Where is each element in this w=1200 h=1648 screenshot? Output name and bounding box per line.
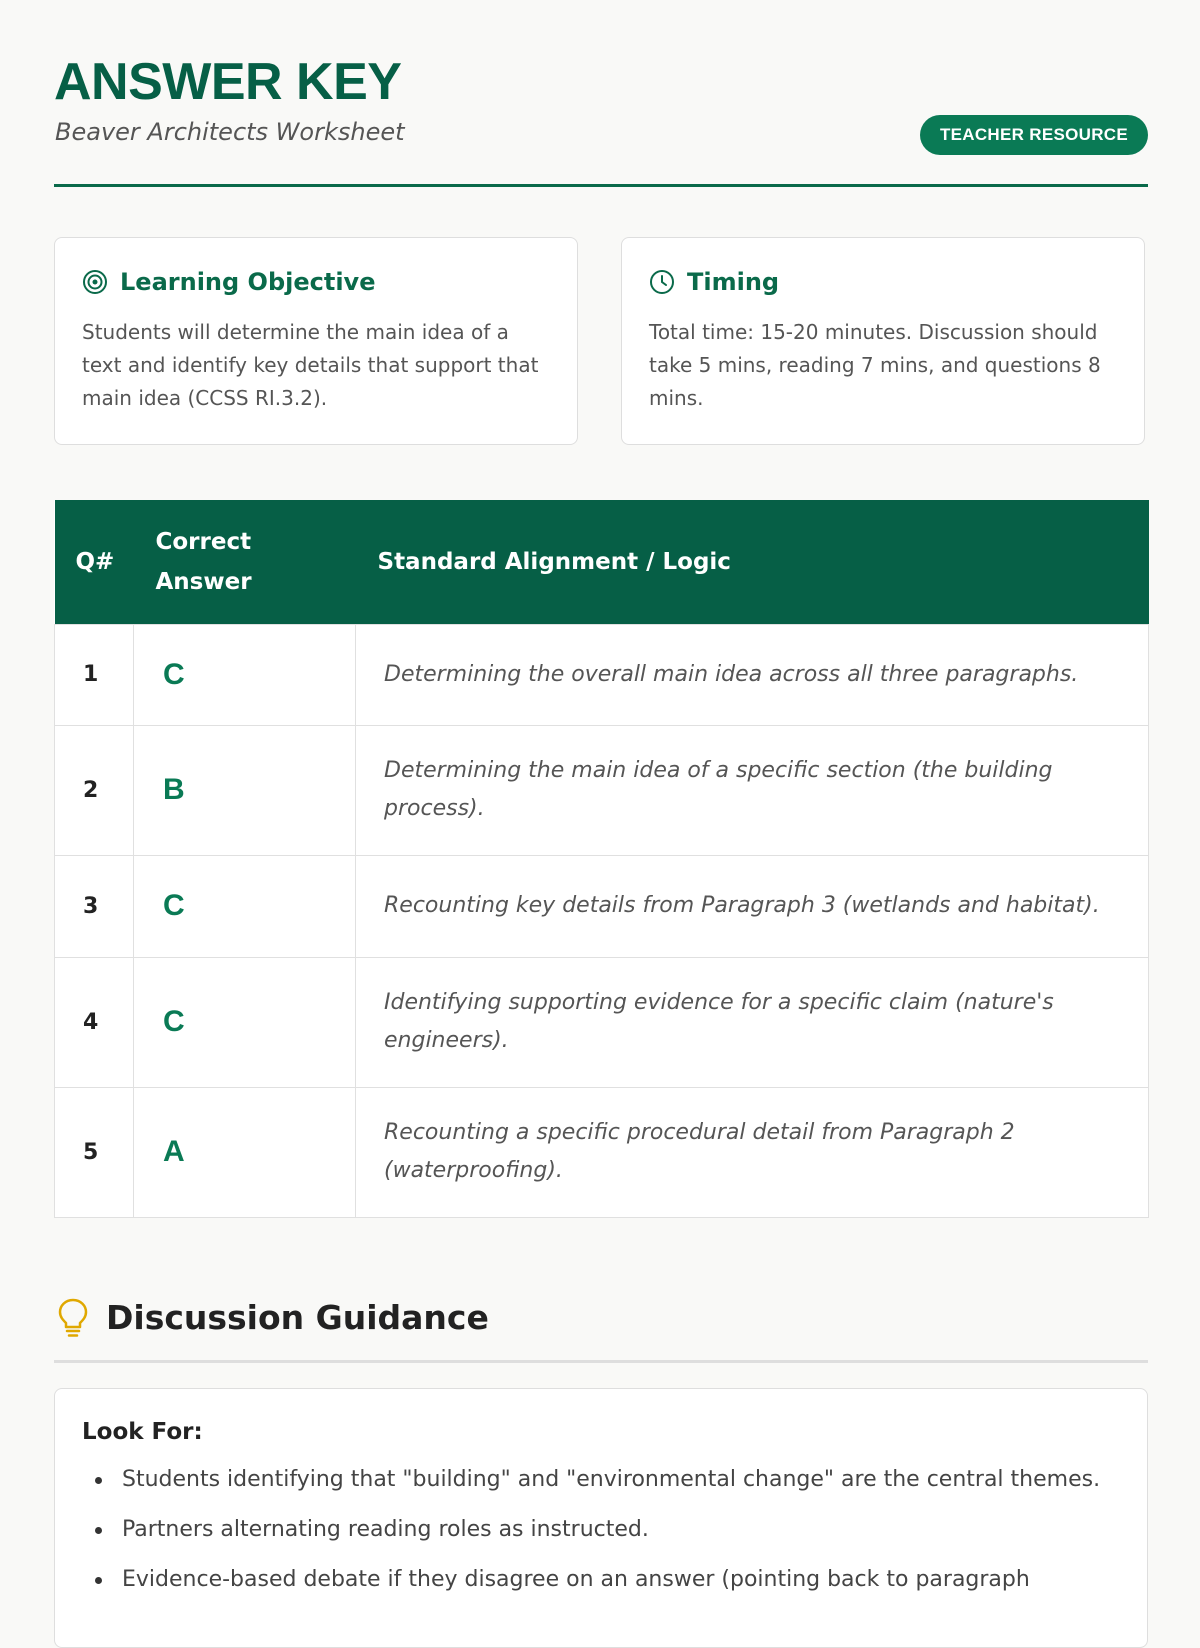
discussion-title: Discussion Guidance bbox=[106, 1298, 489, 1337]
page-header bbox=[54, 0, 1148, 187]
discussion-header bbox=[54, 1296, 1148, 1363]
timing-card bbox=[621, 237, 1145, 445]
list-item: Evidence-based debate if they disagree on an answer (pointing back to paragraph bbox=[82, 1555, 1122, 1605]
page-subtitle: Beaver Architects Worksheet bbox=[55, 118, 405, 146]
alignment-logic: Determining the main idea of a specific section (the building process). bbox=[356, 725, 1149, 855]
discussion-card bbox=[54, 1388, 1148, 1648]
timing-header bbox=[649, 268, 779, 296]
alignment-logic: Identifying supporting evidence for a specific claim (nature's engineers). bbox=[356, 957, 1149, 1087]
correct-answer: C bbox=[134, 957, 356, 1087]
look-for-list bbox=[82, 1455, 1122, 1605]
timing-text: Total time: 15-20 minutes. Discussion should take 5 mins, reading 7 mins, and questions 8 mins. bbox=[649, 320, 1101, 410]
teacher-resource-badge: TEACHER RESOURCE bbox=[920, 115, 1148, 155]
column-header-question: Q# bbox=[55, 500, 134, 624]
clock-icon bbox=[649, 269, 675, 295]
table-row bbox=[55, 957, 1149, 1087]
alignment-logic: Recounting a specific procedural detail from Paragraph 2 (waterproofing). bbox=[356, 1087, 1149, 1217]
page-title: ANSWER KEY bbox=[54, 53, 402, 111]
target-icon bbox=[82, 269, 108, 295]
lightbulb-icon bbox=[56, 1296, 90, 1338]
alignment-logic: Recounting key details from Paragraph 3 (wetlands and habitat). bbox=[356, 855, 1149, 957]
table-row bbox=[55, 1087, 1149, 1217]
column-header-logic: Standard Alignment / Logic bbox=[356, 500, 1149, 624]
correct-answer: C bbox=[134, 855, 356, 957]
correct-answer: B bbox=[134, 725, 356, 855]
answer-table bbox=[54, 500, 1149, 1218]
alignment-logic: Determining the overall main idea across all three paragraphs. bbox=[356, 624, 1149, 725]
question-number: 5 bbox=[55, 1087, 134, 1217]
table-row bbox=[55, 855, 1149, 957]
learning-objective-text: Students will determine the main idea of a text and identify key details that support that main idea (CCSS RI.3.2). bbox=[82, 320, 539, 410]
question-number: 1 bbox=[55, 624, 134, 725]
column-header-answer-label: Correct Answer bbox=[155, 528, 252, 595]
column-header-answer bbox=[134, 500, 356, 624]
learning-objective-card bbox=[54, 237, 578, 445]
table-header-row bbox=[55, 500, 1149, 624]
correct-answer: C bbox=[134, 624, 356, 725]
info-cards bbox=[54, 237, 1148, 447]
question-number: 4 bbox=[55, 957, 134, 1087]
timing-title: Timing bbox=[687, 268, 780, 296]
look-for-label: Look For: bbox=[82, 1419, 203, 1445]
table-row bbox=[55, 624, 1149, 725]
question-number: 2 bbox=[55, 725, 134, 855]
learning-objective-title: Learning Objective bbox=[120, 268, 376, 296]
answer-key-page bbox=[54, 0, 1148, 1592]
list-item: Students identifying that "building" and "environmental change" are the central themes. bbox=[82, 1455, 1122, 1505]
learning-objective-header bbox=[82, 268, 375, 296]
list-item: Partners alternating reading roles as instructed. bbox=[82, 1505, 1122, 1555]
table-row bbox=[55, 725, 1149, 855]
correct-answer: A bbox=[134, 1087, 356, 1217]
question-number: 3 bbox=[55, 855, 134, 957]
